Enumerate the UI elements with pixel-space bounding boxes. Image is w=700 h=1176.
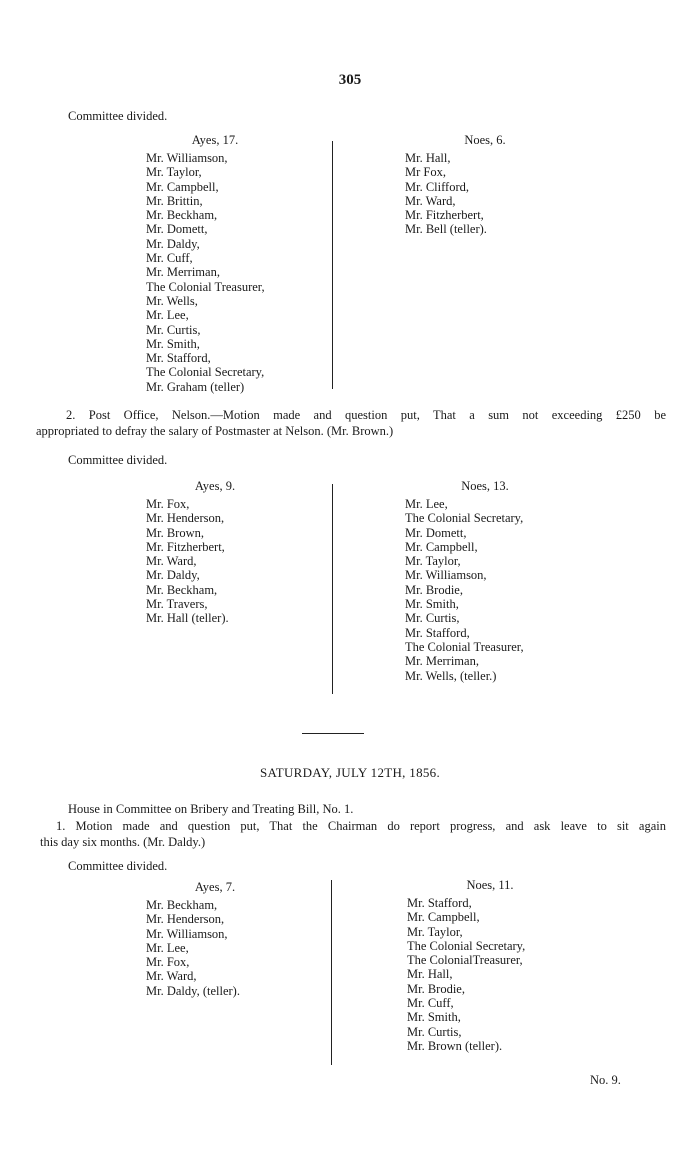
member-name: Mr. Curtis,: [146, 322, 201, 337]
member-name: Mr. Beckham,: [146, 208, 218, 223]
member-name: Mr. Henderson,: [146, 912, 225, 927]
page-number: 305: [338, 72, 362, 88]
ayes-list: [146, 497, 229, 626]
member-name: Mr. Ward,: [405, 193, 456, 208]
member-name: Mr. Daldy, (teller).: [146, 983, 240, 998]
member-name: Mr. Daldy,: [146, 568, 200, 583]
noes-heading: Noes, 11.: [466, 878, 514, 892]
member-name: The Colonial Treasurer,: [405, 639, 524, 654]
committee-line: House in Committee on Bribery and Treating Bill, No. 1.: [68, 802, 354, 816]
ayes-list: [146, 151, 265, 394]
member-name: Mr. Brown,: [146, 525, 204, 540]
member-name: Mr. Stafford,: [407, 896, 472, 910]
member-name: Mr. Beckham,: [146, 582, 218, 597]
ayes-list: [146, 898, 240, 998]
member-name: Mr. Stafford,: [146, 351, 211, 366]
member-name: Mr. Wells, (teller.): [405, 668, 497, 683]
noes-heading: Noes, 6.: [464, 133, 506, 147]
noes-heading: Noes, 13.: [461, 479, 509, 493]
motion-line: appropriated to defray the salary of Postmaster at Nelson. (Mr. Brown.): [36, 424, 394, 438]
member-name: Mr. Taylor,: [146, 165, 202, 180]
member-name: Mr. Lee,: [405, 497, 448, 511]
member-name: Mr. Hall (teller).: [146, 611, 229, 626]
column-divider: [332, 484, 333, 694]
motion-paragraph: [40, 818, 666, 850]
motion-paragraph: [36, 407, 666, 439]
member-name: Mr. Henderson,: [146, 511, 225, 526]
member-name: Mr Fox,: [405, 165, 446, 180]
member-name: Mr. Fitzherbert,: [146, 539, 225, 554]
member-name: Mr. Curtis,: [405, 611, 460, 626]
member-name: Mr. Travers,: [146, 597, 208, 612]
ayes-heading: Ayes, 17.: [191, 133, 239, 147]
member-name: Mr. Hall,: [407, 967, 453, 982]
member-name: Mr. Bell (teller).: [405, 222, 487, 237]
member-name: The Colonial Secretary,: [146, 365, 265, 380]
member-name: Mr. Williamson,: [146, 926, 228, 941]
member-name: Mr. Hall,: [405, 151, 451, 165]
member-name: Mr. Taylor,: [405, 554, 461, 569]
member-name: Mr. Brodie,: [405, 582, 463, 597]
member-name: Mr. Smith,: [405, 597, 459, 612]
noes-list: [405, 497, 524, 683]
member-name: Mr. Brown (teller).: [407, 1038, 503, 1053]
division-caption: Committee divided.: [68, 109, 168, 123]
member-name: Mr. Lee,: [146, 308, 189, 323]
member-name: Mr. Fox,: [146, 955, 190, 970]
member-name: Mr. Stafford,: [405, 625, 470, 640]
motion-line: 1. Motion made and question put, That the Chairman do report progress, and ask leave to sit again: [56, 819, 666, 833]
member-name: Mr. Taylor,: [407, 924, 463, 939]
division-caption: Committee divided.: [68, 453, 168, 467]
section-divider: [302, 733, 364, 734]
member-name: The Colonial Treasurer,: [146, 279, 265, 294]
ayes-heading: Ayes, 9.: [194, 479, 236, 493]
member-name: Mr. Fox,: [146, 497, 190, 511]
member-name: Mr. Merriman,: [405, 654, 479, 669]
member-name: Mr. Domett,: [146, 222, 208, 237]
member-name: Mr. Cuff,: [407, 996, 454, 1011]
noes-list: [405, 151, 487, 237]
member-name: Mr. Smith,: [146, 336, 200, 351]
member-name: Mr. Williamson,: [405, 568, 487, 583]
member-name: Mr. Ward,: [146, 554, 197, 569]
ayes-heading: Ayes, 7.: [194, 880, 236, 894]
member-name: Mr. Fitzherbert,: [405, 208, 484, 223]
member-name: Mr. Brittin,: [146, 193, 203, 208]
motion-line: 2. Post Office, Nelson.—Motion made and question put, That a sum not exceeding £250 be: [66, 408, 666, 422]
member-name: Mr. Graham (teller): [146, 379, 245, 394]
member-name: Mr. Campbell,: [405, 539, 478, 554]
member-name: Mr. Brodie,: [407, 981, 465, 996]
column-divider: [332, 141, 333, 389]
motion-line: this day six months. (Mr. Daldy.): [40, 835, 206, 849]
member-name: Mr. Campbell,: [146, 179, 219, 194]
member-name: Mr. Wells,: [146, 293, 198, 308]
column-divider: [331, 880, 332, 1065]
signature-number: No. 9.: [590, 1073, 621, 1087]
member-name: The ColonialTreasurer,: [407, 953, 523, 968]
member-name: Mr. Merriman,: [146, 265, 220, 280]
member-name: Mr. Daldy,: [146, 236, 200, 251]
member-name: The Colonial Secretary,: [405, 511, 524, 526]
member-name: Mr. Williamson,: [146, 151, 228, 165]
date-heading: SATURDAY, JULY 12TH, 1856.: [259, 765, 441, 780]
member-name: Mr. Domett,: [405, 525, 467, 540]
member-name: Mr. Campbell,: [407, 910, 480, 925]
division-caption: Committee divided.: [68, 859, 168, 873]
member-name: Mr. Beckham,: [146, 898, 218, 912]
member-name: Mr. Lee,: [146, 940, 189, 955]
member-name: The Colonial Secretary,: [407, 938, 526, 953]
member-name: Mr. Smith,: [407, 1010, 461, 1025]
member-name: Mr. Ward,: [146, 969, 197, 984]
member-name: Mr. Curtis,: [407, 1024, 462, 1039]
member-name: Mr. Clifford,: [405, 179, 470, 194]
member-name: Mr. Cuff,: [146, 251, 193, 266]
noes-list: [407, 896, 525, 1053]
